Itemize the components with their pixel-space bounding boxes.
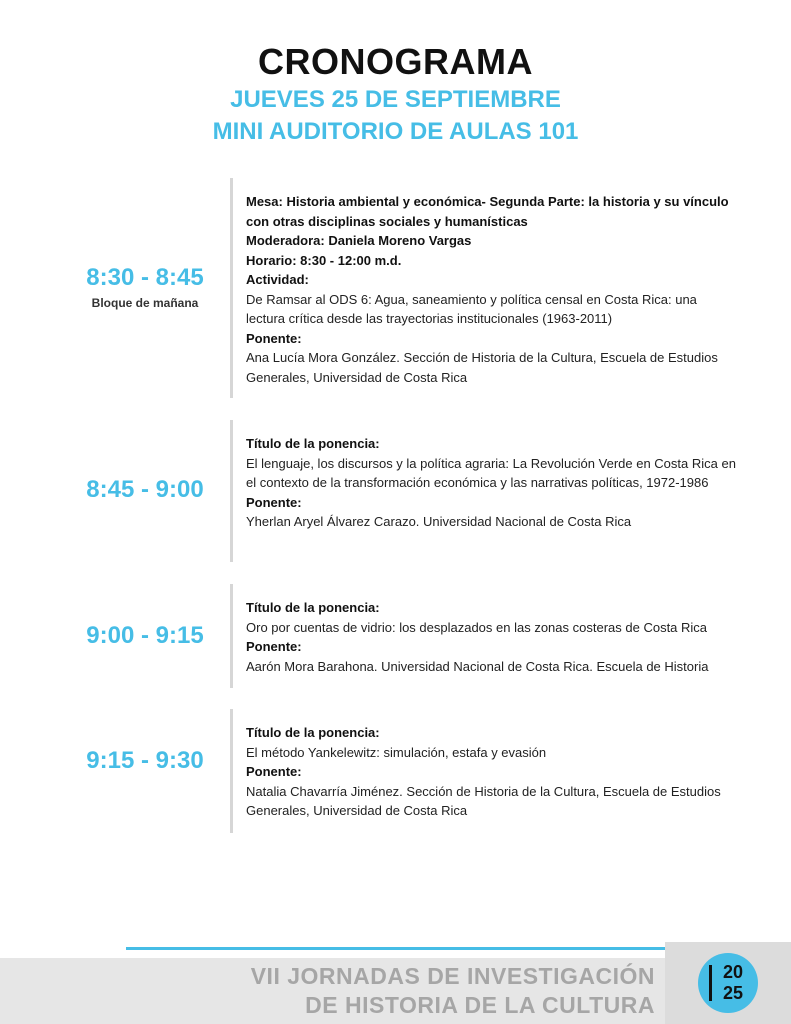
speaker-label: Ponente: <box>246 764 302 779</box>
time-label: 8:45 - 9:00 <box>86 476 204 503</box>
time-label: 8:30 - 8:45 <box>86 264 204 291</box>
year-bottom: 25 <box>722 983 744 1003</box>
speaker-text: Natalia Chavarría Jiménez. Sección de Historia de la Cultura, Escuela de Estudios Generales, Universidad de Costa Rica <box>246 783 721 818</box>
footer-line-1: VII JORNADAS DE INVESTIGACIÓN <box>250 963 655 989</box>
divider-bar <box>230 709 233 833</box>
title-label: Título de la ponencia: <box>246 600 380 615</box>
divider-bar <box>230 420 233 562</box>
divider-bar <box>230 584 233 688</box>
talk-title: El lenguaje, los discursos y la política agraria: La Revolución Verde en Costa Rica en el contexto de la transformación económica y las narrativas políticas, 1972-1986 <box>246 455 736 490</box>
session-details <box>246 192 736 387</box>
speaker-label: Ponente: <box>246 330 302 346</box>
block-note: Bloque de mañana <box>91 296 199 310</box>
page-title: CRONOGRAMA <box>258 41 533 82</box>
speaker-text: Yherlan Aryel Álvarez Carazo. Universidad Nacional de Costa Rica <box>246 514 632 529</box>
speaker-label: Ponente: <box>246 639 302 654</box>
activity-text: De Ramsar al ODS 6: Agua, saneamiento y política censal en Costa Rica: una lectura crítica desde las trayectorias institucionales (1963-2011) <box>246 291 697 326</box>
talk-title: El método Yankelewitz: simulación, estafa y evasión <box>246 744 547 760</box>
schedule-hours: Horario: 8:30 - 12:00 m.d. <box>246 252 402 268</box>
activity-label: Actividad: <box>246 272 309 287</box>
time-slot <box>60 476 230 504</box>
year-top: 20 <box>722 962 744 982</box>
divider-bar <box>230 178 233 398</box>
speaker-text: Aarón Mora Barahona. Universidad Nacional de Costa Rica. Escuela de Historia <box>246 658 709 674</box>
badge-bar <box>709 965 712 1001</box>
session-details <box>246 598 736 676</box>
session-details <box>246 434 736 532</box>
event-venue: MINI AUDITORIO DE AULAS 101 <box>212 118 579 145</box>
speaker-label: Ponente: <box>246 494 302 510</box>
footer-line-2: DE HISTORIA DE LA CULTURA <box>305 992 655 1018</box>
footer-accent-line <box>126 947 666 950</box>
time-slot <box>60 622 230 650</box>
time-label: 9:15 - 9:30 <box>86 747 204 774</box>
event-date: JUEVES 25 DE SEPTIEMBRE <box>230 86 561 113</box>
page-header <box>0 40 791 148</box>
year-badge <box>698 953 758 1013</box>
speaker-text: Ana Lucía Mora González. Sección de Historia de la Cultura, Escuela de Estudios Generales, Universidad de Costa Rica <box>246 350 718 385</box>
time-slot <box>60 264 230 310</box>
time-slot <box>60 747 230 775</box>
moderator: Moderadora: Daniela Moreno Vargas <box>246 233 472 248</box>
mesa-title: Mesa: Historia ambiental y económica- Segunda Parte: la historia y su vínculo con otras disciplinas sociales y humanísticas <box>246 194 729 229</box>
title-label: Título de la ponencia: <box>246 436 380 451</box>
session-details <box>246 723 736 821</box>
talk-title: Oro por cuentas de vidrio: los desplazados en las zonas costeras de Costa Rica <box>246 619 708 635</box>
title-label: Título de la ponencia: <box>246 725 380 740</box>
time-label: 9:00 - 9:15 <box>86 622 204 649</box>
footer-event-name <box>251 962 655 1020</box>
